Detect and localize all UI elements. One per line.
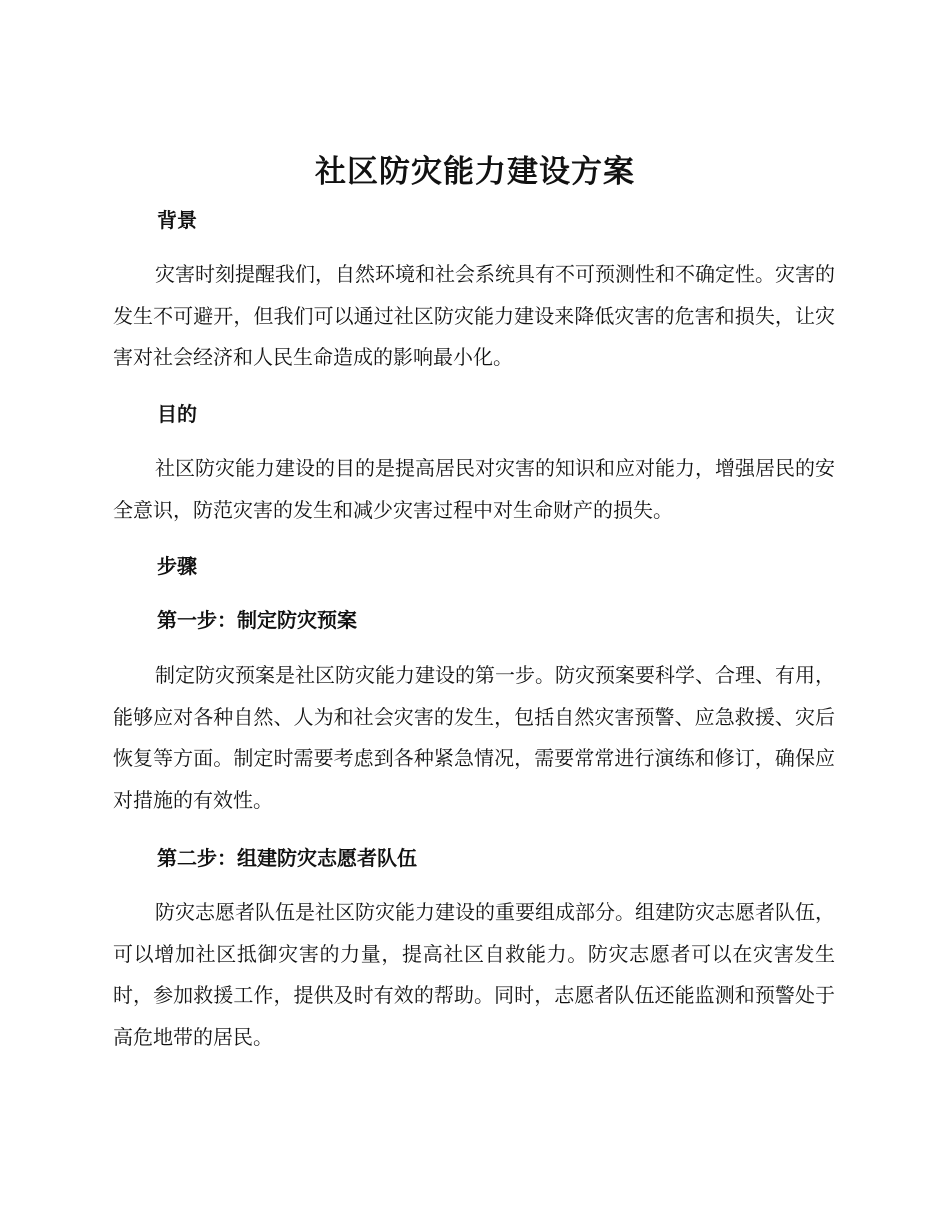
page-title: 社区防灾能力建设方案 [315, 154, 635, 190]
section-heading-steps: 步骤 [157, 554, 197, 578]
section-paragraph-step-one: 制定防灾预案是社区防灾能力建设的第一步。防灾预案要科学、合理、有用，能够应对各种自然、人为和社会灾害的发生，包括自然灾害预警、应急救援、灾后恢复等方面。制定时需要考虑到各种紧急情况，需要常常进行演练和修订，确保应对措施的有效性。 [113, 663, 835, 812]
section-heading-purpose: 目的 [157, 402, 197, 426]
section-paragraph-step-two: 防灾志愿者队伍是社区防灾能力建设的重要组成部分。组建防灾志愿者队伍，可以增加社区抵御灾害的力量，提高社区自救能力。防灾志愿者可以在灾害发生时，参加救援工作，提供及时有效的帮助。同时，志愿者队伍还能监测和预警处于高危地带的居民。 [113, 900, 835, 1049]
section-paragraph-purpose: 社区防灾能力建设的目的是提高居民对灾害的知识和应对能力，增强居民的安全意识，防范灾害的发生和减少灾害过程中对生命财产的损失。 [113, 456, 835, 522]
section-heading-step-one: 第一步：制定防灾预案 [157, 608, 357, 632]
section-paragraph-background: 灾害时刻提醒我们，自然环境和社会系统具有不可预测性和不确定性。灾害的发生不可避开，但我们可以通过社区防灾能力建设来降低灾害的危害和损失，让灾害对社会经济和人民生命造成的影响最小化。 [113, 262, 835, 369]
section-heading-step-two: 第二步：组建防灾志愿者队伍 [157, 846, 417, 870]
section-heading-background: 背景 [157, 208, 197, 232]
